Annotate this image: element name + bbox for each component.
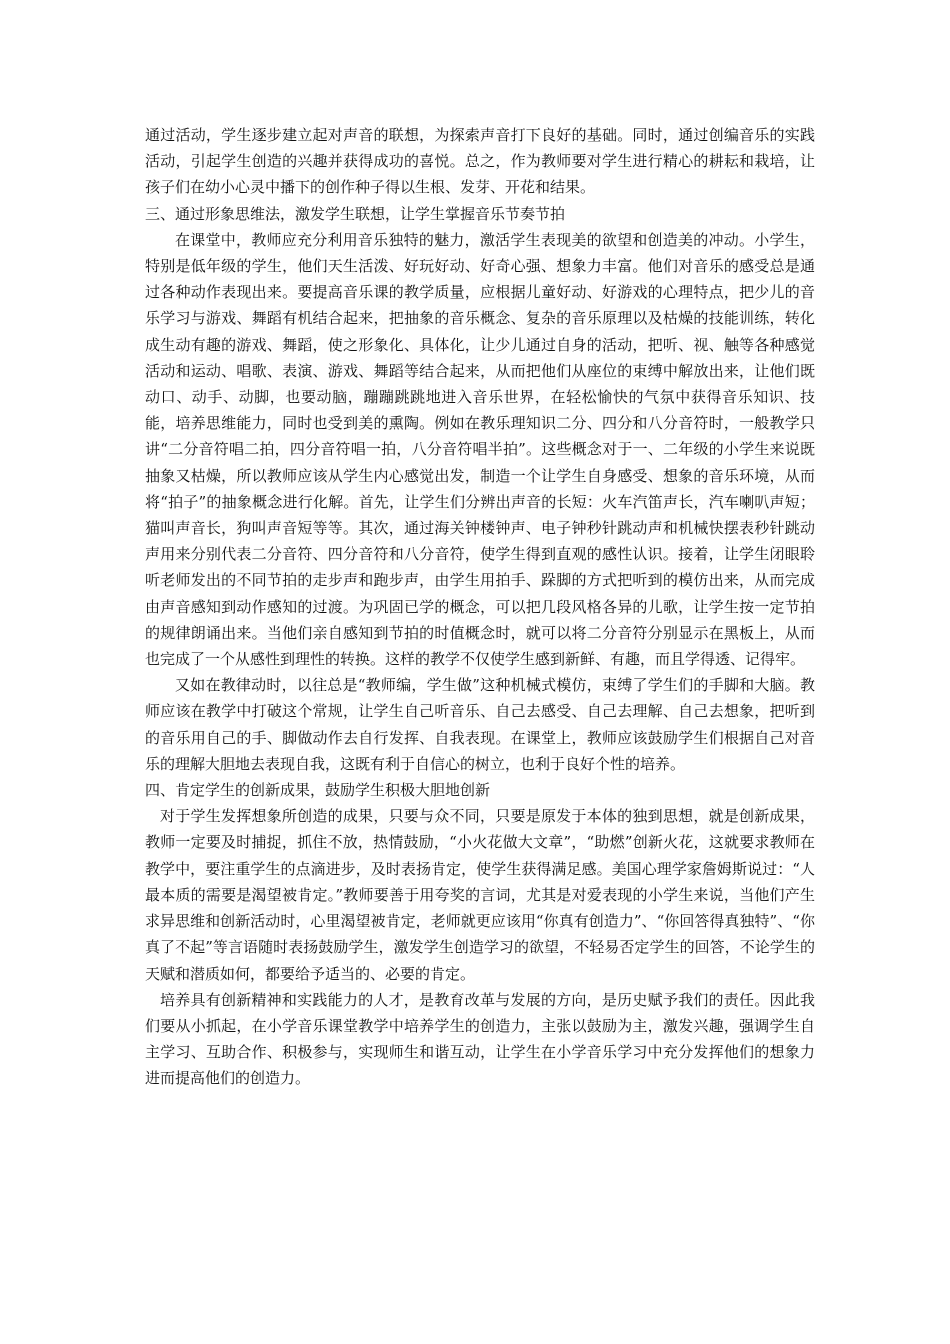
section-heading-3: 三、通过形象思维法，激发学生联想，让学生掌握音乐节奏节拍 — [145, 204, 566, 223]
document-page — [145, 122, 815, 1092]
body-paragraph-5: 培养具有创新精神和实践能力的人才，是教育改革与发展的方向，是历史赋予我们的责任。因此我们要从小抓起，在小学音乐课堂教学中培养学生的创造力，主张以鼓励为主，激发兴趣，强调学生自主学习、互助合作、积极参与，实现师生和谐互动，让学生在小学音乐学习中充分发挥他们的想象力进而提高他们的创造力。 — [145, 990, 815, 1088]
body-paragraph-4: 对于学生发挥想象所创造的成果，只要与众不同，只要是原发于本体的独到思想，就是创新成果，教师一定要及时捕捉，抓住不放，热情鼓励，“小火花做大文章”，“助燃”创新火花，这就要求教师在教学中，要注重学生的点滴进步，及时表扬肯定，使学生获得满足感。美国心理学家詹姆斯说过：“人最本质的需要是渴望被肯定。”教师要善于用夸奖的言词，尤其是对爱表现的小学生来说，当他们产生求异思维和创新活动时，心里渴望被肯定，老师就更应该用“你真有创造力”、“你回答得真独特”、“你真了不起”等言语随时表扬鼓励学生，激发学生创造学习的欲望，不轻易否定学生的回答，不论学生的天赋和潜质如何，都要给予适当的、必要的肯定。 — [145, 807, 815, 983]
body-paragraph-2: 在课堂中，教师应充分利用音乐独特的魅力，激活学生表现美的欲望和创造美的冲动。小学生，特别是低年级的学生，他们天生活泼、好玩好动、好奇心强、想象力丰富。他们对音乐的感受总是通过各种动作表现出来。要提高音乐课的教学质量，应根据儿童好动、好游戏的心理特点，把少儿的音乐学习与游戏、舞蹈有机结合起来，把抽象的音乐概念、复杂的音乐原理以及枯燥的技能训练，转化成生动有趣的游戏、舞蹈，使之形象化、具体化，让少儿通过自身的活动，把听、视、触等各种感觉活动和运动、唱歌、表演、游戏、舞蹈等结合起来，从而把他们从座位的束缚中解放出来，让他们既动口、动手、动脚，也要动脑，蹦蹦跳跳地进入音乐世界，在轻松愉快的气氛中获得音乐知识、技能，培养思维能力，同时也受到美的熏陶。例如在教乐理知识二分、四分和八分音符时，一般教学只讲“二分音符唱二拍，四分音符唱一拍，八分音符唱半拍”。这些概念对于一、二年级的小学生来说既抽象又枯燥，所以教师应该从学生内心感觉出发，制造一个让学生自身感受、想象的音乐环境，从而将“拍子”的抽象概念进行化解。首先，让学生们分辨出声音的长短：火车汽笛声长，汽车喇叭声短；猫叫声音长，狗叫声音短等等。其次，通过海关钟楼钟声、电子钟秒针跳动声和机械快摆表秒针跳动声用来分别代表二分音符、四分音符和八分音符，使学生得到直观的感性认识。接着，让学生闭眼聆听老师发出的不同节拍的走步声和跑步声，由学生用拍手、跺脚的方式把听到的模仿出来，从而完成由声音感知到动作感知的过渡。为巩固已学的概念，可以把几段风格各异的儿歌，让学生按一定节拍的规律朗诵出来。当他们亲自感知到节拍的时值概念时，就可以将二分音符分别显示在黑板上，从而也完成了一个从感性到理性的转换。这样的教学不仅使学生感到新鲜、有趣，而且学得透、记得牢。 — [145, 230, 815, 669]
section-heading-4: 四、肯定学生的创新成果，鼓励学生积极大胆地创新 — [145, 781, 491, 800]
body-paragraph-1: 通过活动，学生逐步建立起对声音的联想，为探索声音打下良好的基础。同时，通过创编音乐的实践活动，引起学生创造的兴趣并获得成功的喜悦。总之，作为教师要对学生进行精心的耕耘和栽培，让孩子们在幼小心灵中播下的创作种子得以生根、发芽、开花和结果。 — [145, 126, 815, 197]
body-paragraph-3: 又如在教律动时，以往总是“教师编，学生做”这种机械式模仿，束缚了学生们的手脚和大脑。教师应该在教学中打破这个常规，让学生自己听音乐、自己去感受、自己去理解、自己去想象，把听到的音乐用自己的手、脚做动作去自行发挥、自我表现。在课堂上，教师应该鼓励学生们根据自己对音乐的理解大胆地去表现自我，这既有利于自信心的树立，也利于良好个性的培养。 — [145, 676, 815, 773]
